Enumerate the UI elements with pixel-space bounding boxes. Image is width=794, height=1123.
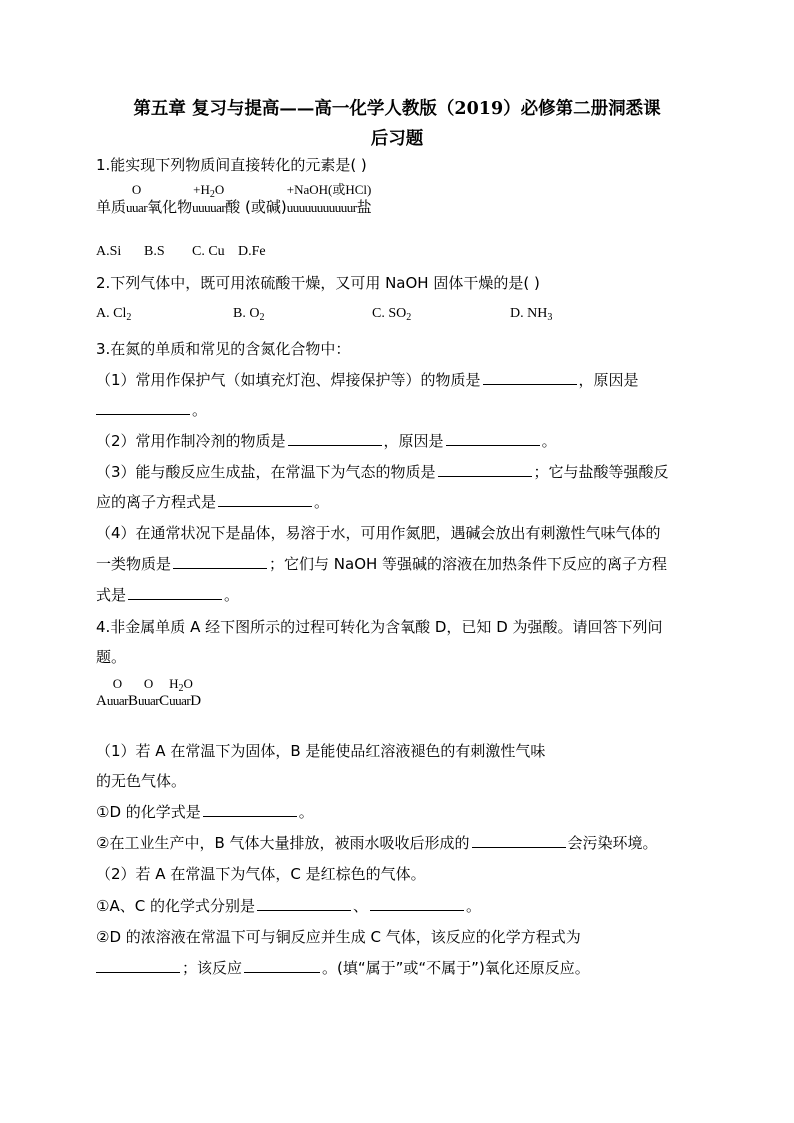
q1-scheme (96, 182, 372, 219)
q3-part1-line1: （1）常用作保护气（如填充灯泡、焊接保护等）的物质是 ，原因是 (96, 371, 639, 389)
q4-sub1-line1: （1）若 A 在常温下为固体，B 是能使品红溶液褪色的有刺激性气味 (96, 742, 546, 760)
q4-sub1-q1: ①D 的化学式是 。 (96, 803, 314, 821)
answer-blank[interactable] (173, 554, 267, 569)
answer-blank[interactable] (218, 492, 312, 507)
q4-stem-line2: 题。 (96, 648, 127, 666)
q1-option-d: D.Fe (238, 244, 266, 259)
q3-part2: （2）常用作制冷剂的物质是 ，原因是 。 (96, 432, 557, 450)
answer-blank[interactable] (203, 802, 297, 817)
q1-scheme-element: 单质 (96, 198, 127, 216)
q4-sub2-q1: ①A、C 的化学式分别是 、 。 (96, 897, 481, 915)
q3-part4-line3: 式是 。 (96, 586, 240, 604)
q4-scheme-a: A (96, 693, 107, 709)
q4-scheme-arrow-1 (106, 676, 128, 712)
document-title-line-1: 第五章 复习与提高——高一化学人教版（2019）必修第二册洞悉课 (133, 99, 661, 119)
answer-blank[interactable] (96, 958, 180, 973)
q4-stem-line1: 4.非金属单质 A 经下图所示的过程可转化为含氧酸 D，已知 D 为强酸。请回答下列问 (96, 618, 663, 636)
q3-part4-line1: （4）在通常状况下是晶体，易溶于水，可用作氮肥，遇碱会放出有刺激性气味气体的 (96, 524, 661, 542)
document-title-line-2: 后习题 (370, 129, 424, 149)
q4-sub2-q2-line2: ；该反应 。(填“属于”或“不属于”)氧化还原反应。 (96, 957, 590, 979)
q1-scheme-arrow-3-condition: +NaOH(或HCl) (286, 182, 372, 197)
q1-scheme-arrow-1-glyphs: uuar (126, 200, 148, 215)
q1-option-c: C. Cu (192, 244, 225, 259)
q1-scheme-arrow-1 (126, 182, 148, 219)
q4-scheme-d: D (190, 693, 202, 709)
q2-stem: 2.下列气体中，既可用浓硫酸干燥，又可用 NaOH 固体干燥的是( ) (96, 274, 540, 292)
q1-scheme-arrow-2 (192, 182, 226, 219)
q4-sub1-q2: ②在工业生产中，B 气体大量排放，被雨水吸收后形成的 会污染环境。 (96, 834, 658, 852)
answer-blank[interactable] (257, 896, 351, 911)
answer-blank[interactable] (288, 431, 382, 446)
q4-sub2-q2-line1: ②D 的浓溶液在常温下可与铜反应并生成 C 气体，该反应的化学方程式为 (96, 928, 581, 946)
q4-scheme-arrow-2-condition: O (143, 676, 154, 691)
q4-scheme (96, 676, 202, 712)
answer-blank[interactable] (128, 585, 222, 600)
q1-option-a: A.Si (96, 244, 122, 259)
answer-blank[interactable] (244, 958, 320, 973)
q4-scheme-c: C (159, 693, 170, 709)
q3-part3-line2: 应的离子方程式是 。 (96, 493, 330, 511)
q2-option-a: A. $Cl_2$ (96, 306, 132, 323)
q3-stem: 3.在氮的单质和常见的含氮化合物中： (96, 340, 351, 358)
q2-option-c: C. $SO_2$ (372, 306, 412, 323)
q1-scheme-arrow-2-glyphs: uuuuar (192, 200, 226, 215)
q4-scheme-arrow-3-glyphs: uuar (169, 693, 191, 708)
q1-scheme-arrow-2-condition: $+H_2O$ (193, 182, 225, 200)
answer-blank[interactable] (472, 833, 566, 848)
q4-scheme-arrow-1-condition: O (112, 676, 123, 691)
q4-sub2-line1: （2）若 A 在常温下为气体，C 是红棕色的气体。 (96, 865, 426, 883)
q1-scheme-salt: 盐 (356, 198, 372, 216)
q3-part3-line1: （3）能与酸反应生成盐，在常温下为气态的物质是 ；它与盐酸等强酸反 (96, 463, 669, 481)
q1-scheme-arrow-1-condition: O (131, 182, 142, 197)
q1-stem: 1.能实现下列物质间直接转化的元素是( ) (96, 156, 367, 174)
q4-scheme-b: B (127, 693, 138, 709)
q2-option-b: B. $O_2$ (233, 306, 265, 323)
q4-sub1-line2: 的无色气体。 (96, 772, 187, 790)
q3-part4-line2: 一类物质是 ；它们与 NaOH 等强碱的溶液在加热条件下反应的离子方程 (96, 555, 668, 573)
q4-scheme-arrow-1-glyphs: uuar (106, 693, 128, 708)
q4-scheme-arrow-2 (137, 676, 160, 712)
q1-option-b: B.S (144, 244, 165, 259)
answer-blank[interactable] (96, 400, 190, 415)
q1-scheme-acid-or-base: 酸 (或碱) (225, 198, 287, 216)
answer-blank[interactable] (370, 896, 464, 911)
q4-scheme-arrow-2-glyphs: uuar (137, 693, 160, 708)
q4-scheme-arrow-3 (169, 676, 193, 712)
answer-blank[interactable] (483, 370, 577, 385)
q1-scheme-oxide: 氧化物 (147, 198, 193, 216)
q4-scheme-arrow-3-condition: $H_2O$ (169, 676, 193, 694)
answer-blank[interactable] (438, 462, 532, 477)
q2-option-d: D. $NH_3$ (510, 306, 553, 323)
answer-blank[interactable] (446, 431, 540, 446)
q1-scheme-arrow-3-glyphs: uuuuuuuuuuur (286, 200, 357, 215)
q1-scheme-arrow-3 (286, 182, 372, 219)
q3-part1-line2: 。 (96, 399, 207, 421)
